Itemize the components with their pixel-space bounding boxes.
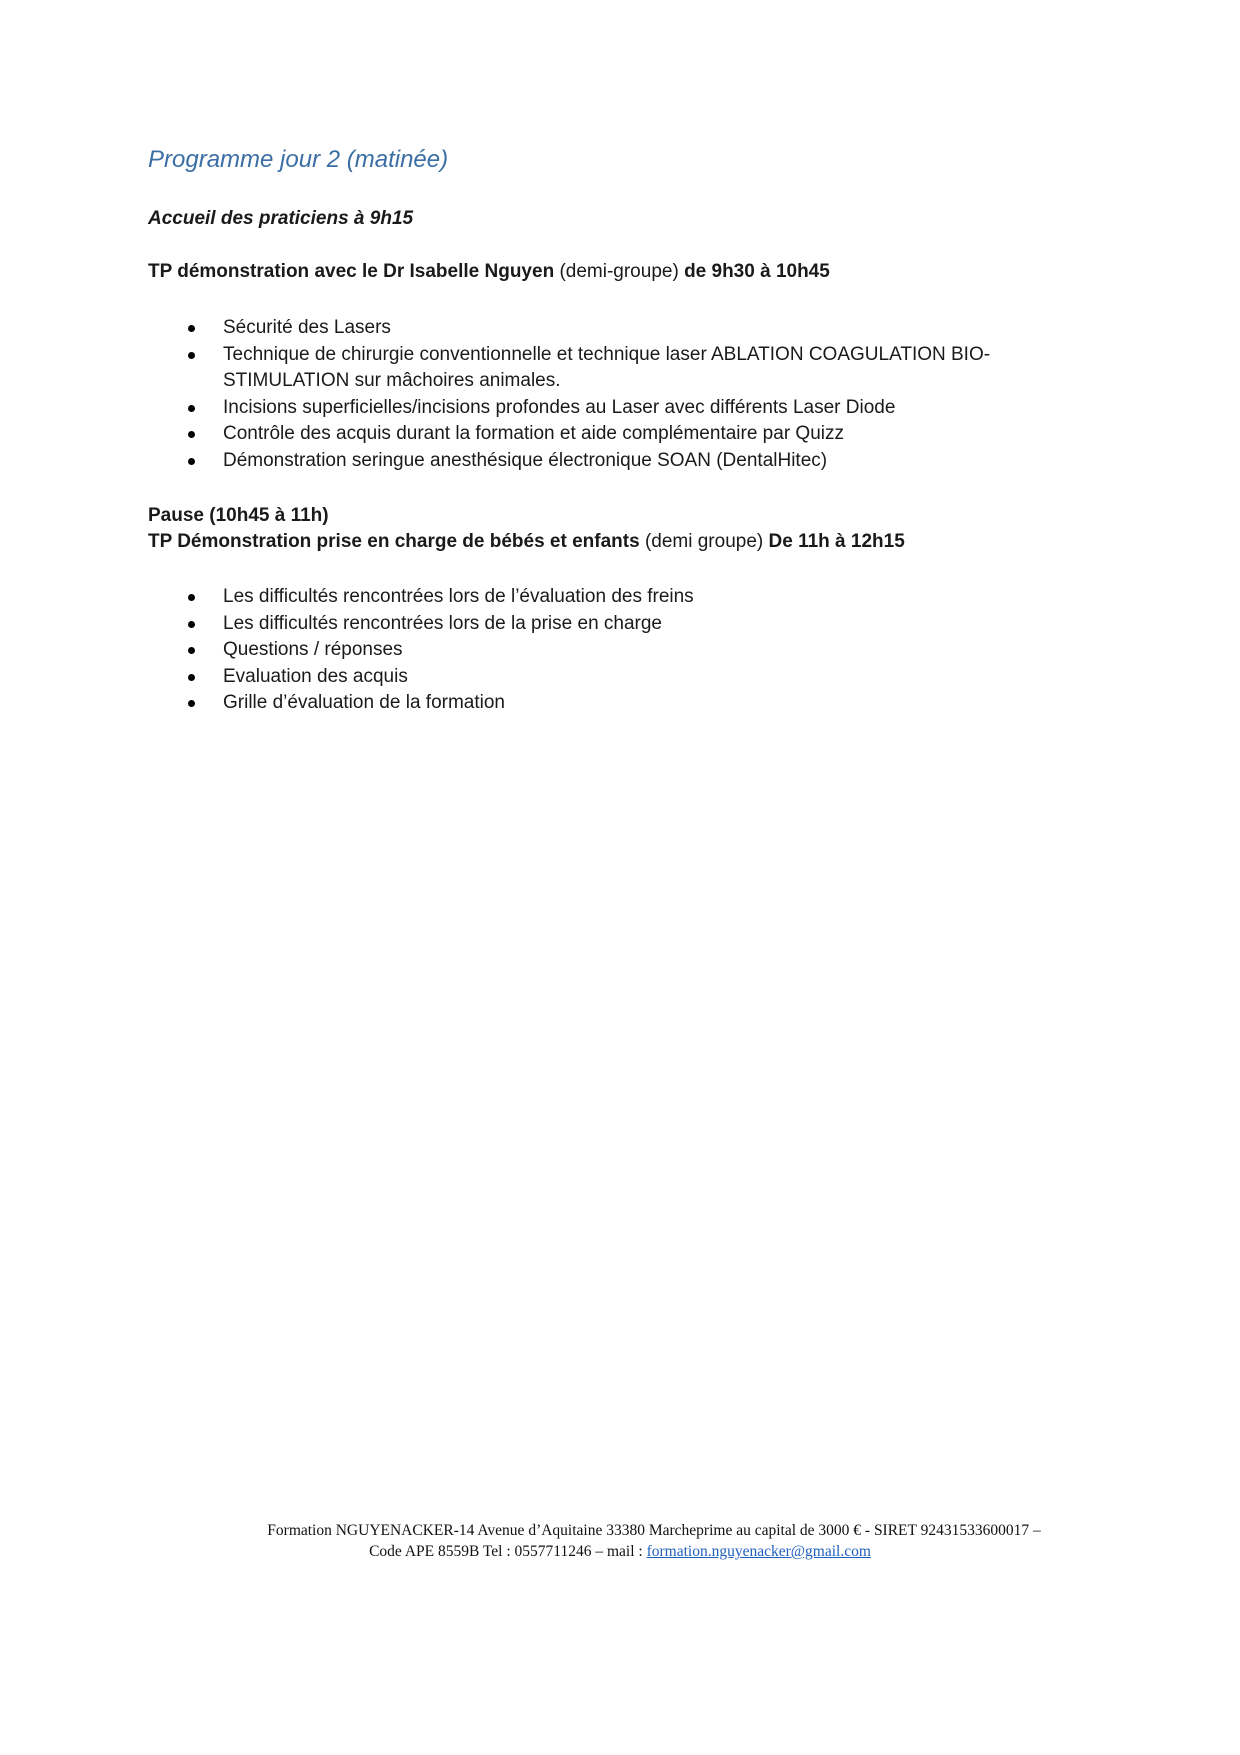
list-item: Grille d’évaluation de la formation: [148, 690, 1028, 717]
session1-header: [148, 261, 830, 283]
footer-contact-line: [0, 1541, 1240, 1562]
list-item: Les difficultés rencontrées lors de l’évaluation des freins: [148, 584, 1028, 611]
session2-list: [148, 584, 1028, 717]
footer-email-link[interactable]: formation.nguyenacker@gmail.com: [646, 1543, 871, 1560]
bullet-icon: [188, 405, 195, 412]
bullet-icon: [188, 352, 195, 359]
bullet-icon: [188, 700, 195, 707]
bullet-icon: [188, 458, 195, 465]
session1-time: de 9h30 à 10h45: [684, 261, 830, 282]
footer-company-line: Formation NGUYENACKER-14 Avenue d’Aquitaine 33380 Marcheprime au capital de 3000 € - SIRET 92431533600017 –: [267, 1522, 1041, 1539]
session1-list: [148, 315, 1028, 474]
footer-contact-text: Code APE 8559B Tel : 0557711246 – mail :: [369, 1543, 647, 1560]
page-title: Programme jour 2 (matinée): [148, 146, 449, 173]
bullet-icon: [188, 647, 195, 654]
session2-title: TP Démonstration prise en charge de bébés et enfants: [148, 531, 640, 552]
page-footer: [0, 1520, 1240, 1562]
bullet-icon: [188, 431, 195, 438]
session1-group: (demi-groupe): [554, 261, 685, 282]
welcome-line: Accueil des praticiens à 9h15: [148, 208, 414, 229]
list-item: Evaluation des acquis: [148, 664, 1028, 691]
session1-title: TP démonstration avec le Dr Isabelle Nguyen: [148, 261, 555, 282]
list-item: Contrôle des acquis durant la formation et aide complémentaire par Quizz: [148, 421, 1028, 448]
list-item: Technique de chirurgie conventionnelle et technique laser ABLATION COAGULATION BIO-STIMULATION sur mâchoires animales.: [148, 342, 1028, 395]
list-item: Les difficultés rencontrées lors de la prise en charge: [148, 611, 1028, 638]
bullet-icon: [188, 674, 195, 681]
session2-group: (demi groupe): [639, 531, 769, 552]
list-item: Sécurité des Lasers: [148, 315, 1028, 342]
bullet-icon: [188, 594, 195, 601]
bullet-icon: [188, 325, 195, 332]
bullet-icon: [188, 621, 195, 628]
session2-header: [148, 531, 905, 553]
list-item: Démonstration seringue anesthésique électronique SOAN (DentalHitec): [148, 448, 1028, 475]
list-item: Incisions superficielles/incisions profondes au Laser avec différents Laser Diode: [148, 395, 1028, 422]
list-item: Questions / réponses: [148, 637, 1028, 664]
session2-time: De 11h à 12h15: [768, 531, 905, 552]
pause-line: Pause (10h45 à 11h): [148, 505, 329, 526]
